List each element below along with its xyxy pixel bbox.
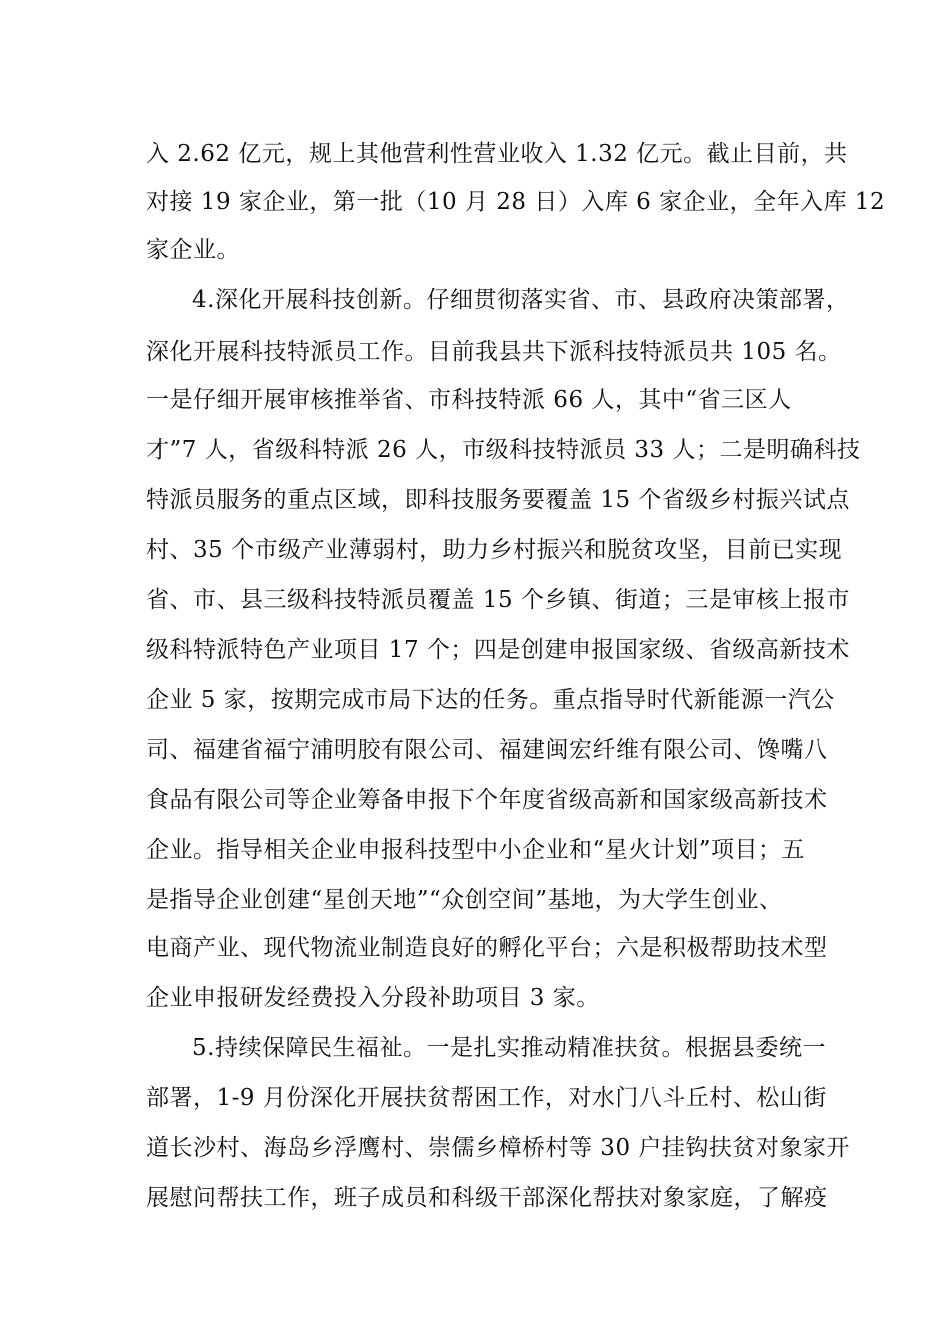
text-line: 企业。指导相关企业申报科技型中小企业和“星火计划”项目；五	[146, 837, 806, 863]
text-line: 是指导企业创建“星创天地”“众创空间”基地，为大学生创业、	[146, 887, 783, 913]
text-line: 入 2.62 亿元，规上其他营利性营业收入 1.32 亿元。截止目前，共	[146, 141, 848, 167]
text-line: 村、35 个市级产业薄弱村，助力乡村振兴和脱贫攻坚，目前已实现	[146, 537, 843, 563]
text-line: 食品有限公司等企业筹备申报下个年度省级高新和国家级高新技术	[146, 787, 828, 813]
text-line: 特派员服务的重点区域，即科技服务要覆盖 15 个省级乡村振兴试点	[146, 487, 850, 513]
text-line: 对接 19 家企业，第一批（10 月 28 日）入库 6 家企业，全年入库 12	[146, 189, 886, 215]
text-line: 电商产业、现代物流业制造良好的孵化平台；六是积极帮助技术型	[146, 935, 828, 961]
text-line: 展慰问帮扶工作，班子成员和科级干部深化帮扶对象家庭，了解疫	[146, 1185, 828, 1211]
text-line: 才”7 人，省级科特派 26 人，市级科技特派员 33 人；二是明确科技	[146, 437, 861, 463]
text-line: 部署，1-9 月份深化开展扶贫帮困工作，对水门八斗丘村、松山街	[146, 1085, 827, 1111]
text-line: 家企业。	[146, 237, 240, 263]
text-line: 道长沙村、海岛乡浮鹰村、崇儒乡樟桥村等 30 户挂钩扶贫对象家开	[146, 1135, 850, 1161]
paragraph-5-start: 5.持续保障民生福祉。一是扎实推动精准扶贫。根据县委统一	[192, 1035, 826, 1061]
text-line: 深化开展科技特派员工作。目前我县共下派科技特派员共 105 名。	[146, 339, 842, 365]
text-line: 司、福建省福宁浦明胶有限公司、福建闽宏纤维有限公司、馋嘴八	[146, 737, 828, 763]
text-line: 企业 5 家，按期完成市局下达的任务。重点指导时代新能源一汽公	[146, 687, 835, 713]
paragraph-4-start: 4.深化开展科技创新。仔细贯彻落实省、市、县政府决策部署，	[192, 287, 850, 313]
text-line: 一是仔细开展审核推举省、市科技特派 66 人，其中“省三区人	[146, 387, 792, 413]
text-line: 级科特派特色产业项目 17 个；四是创建申报国家级、省级高新技术	[146, 637, 850, 663]
text-line: 省、市、县三级科技特派员覆盖 15 个乡镇、街道；三是审核上报市	[146, 587, 850, 613]
text-line: 企业申报研发经费投入分段补助项目 3 家。	[146, 985, 600, 1011]
